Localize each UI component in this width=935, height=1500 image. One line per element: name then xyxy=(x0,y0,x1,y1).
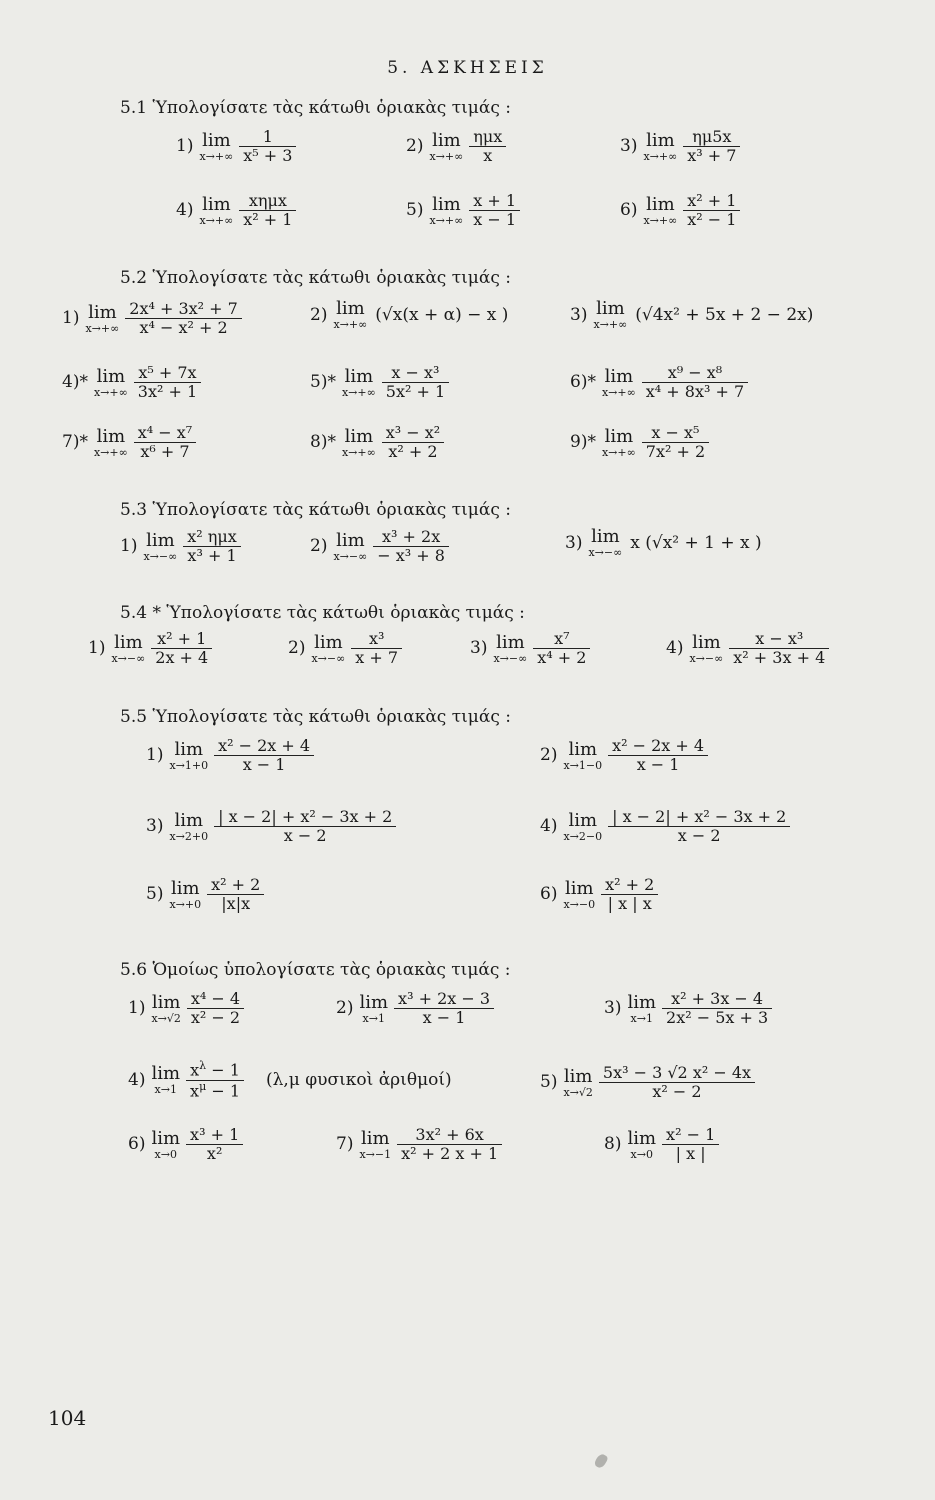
fraction-denominator: x³ + 1 xyxy=(187,546,237,566)
limit-expression: (√x(x + α) − x ) xyxy=(375,305,509,326)
limit-subscript: x→+∞ xyxy=(601,445,636,459)
limit-subscript: x→+∞ xyxy=(199,213,234,227)
limit-operator xyxy=(627,1127,657,1161)
fraction-numerator: $x^\lambda - 1$ xyxy=(186,1060,244,1081)
limit-word: lim xyxy=(114,631,143,653)
fraction xyxy=(397,1126,502,1164)
exercise-item xyxy=(540,737,708,775)
fraction xyxy=(683,192,740,230)
limit-subscript: x→1 xyxy=(630,1011,653,1025)
fraction-numerator: x³ + 1 xyxy=(186,1126,243,1145)
limit-word: lim xyxy=(96,425,126,447)
limit-operator xyxy=(143,529,178,563)
limit-word: lim xyxy=(336,298,365,319)
exercise-item xyxy=(310,528,449,566)
fraction-numerator: x⁷ xyxy=(533,630,590,649)
limit-operator xyxy=(151,1127,181,1161)
limit-operator xyxy=(93,365,128,399)
exercise-item xyxy=(88,630,212,668)
exercise-item xyxy=(146,876,264,914)
exercise-item xyxy=(540,876,658,914)
fraction-denominator: x⁴ + 2 xyxy=(537,648,587,668)
fraction-denominator: 3x² + 1 xyxy=(137,382,198,402)
limit-operator xyxy=(169,738,209,772)
limit-word: lim xyxy=(314,631,343,653)
limit-operator xyxy=(493,631,528,665)
exercise-number: 6)* xyxy=(570,372,596,393)
fraction xyxy=(662,1126,719,1164)
limit-subscript: x→2−0 xyxy=(563,829,603,843)
limit-word: lim xyxy=(151,991,181,1013)
fraction xyxy=(134,364,201,402)
fraction xyxy=(183,528,241,566)
limit-subscript: x→+∞ xyxy=(601,385,636,399)
exercise-item xyxy=(176,192,296,230)
limit-word: lim xyxy=(563,1065,593,1087)
exercise-number: 3) xyxy=(565,532,583,553)
fraction-numerator: x⁵ + 7x xyxy=(134,364,201,383)
fraction-denominator: x − 1 xyxy=(636,755,680,775)
exercise-item xyxy=(176,128,296,166)
fraction xyxy=(134,424,196,462)
fraction xyxy=(207,876,264,914)
exercise-item xyxy=(570,364,748,402)
exercise-number: 3) xyxy=(620,136,638,157)
limit-subscript: x→+∞ xyxy=(429,149,464,163)
fraction xyxy=(382,364,449,402)
fraction xyxy=(394,990,494,1028)
limit-subscript: x→+∞ xyxy=(333,317,368,331)
limit-operator xyxy=(341,365,376,399)
exercise-item xyxy=(666,630,829,668)
limit-word: lim xyxy=(174,738,204,760)
fraction-denominator: 2x² − 5x + 3 xyxy=(666,1008,769,1028)
limit-word: lim xyxy=(568,809,598,831)
limit-subscript: x→−∞ xyxy=(333,549,368,563)
limit-word: lim xyxy=(88,301,117,323)
limit-operator xyxy=(563,877,596,911)
exercise-number: 1) xyxy=(88,638,106,659)
exercise-item xyxy=(604,1126,719,1164)
exercise-number: 1) xyxy=(120,536,138,557)
fraction xyxy=(351,630,402,668)
fraction-numerator: x² ημx xyxy=(183,528,241,547)
exercise-number: 3) xyxy=(146,816,164,837)
fraction xyxy=(214,737,314,775)
exercise-item xyxy=(310,300,508,330)
limit-subscript: x→+0 xyxy=(169,897,202,911)
limit-subscript: x→−∞ xyxy=(493,651,528,665)
exercise-item xyxy=(540,1064,755,1102)
fraction-denominator: x xyxy=(483,146,493,166)
exercise-item xyxy=(128,1060,452,1100)
limit-subscript: x→−∞ xyxy=(311,651,346,665)
exercise-number: 3) xyxy=(604,998,622,1019)
limit-subscript: x→−∞ xyxy=(143,549,178,563)
fraction-numerator: x³ xyxy=(351,630,402,649)
fraction-denominator: | x | x xyxy=(607,894,652,914)
exercise-number: 4)* xyxy=(62,372,88,393)
exercise-number: 2) xyxy=(336,998,354,1019)
fraction-denominator: 2x + 4 xyxy=(155,648,209,668)
limit-operator xyxy=(593,300,627,330)
fraction xyxy=(608,737,708,775)
exercise-item xyxy=(620,192,740,230)
limit-operator xyxy=(169,877,202,911)
limit-operator xyxy=(311,631,346,665)
fraction-numerator: x² + 3x − 4 xyxy=(662,990,772,1009)
fraction-denominator: x − 1 xyxy=(242,755,286,775)
fraction xyxy=(125,300,242,338)
limit-operator xyxy=(563,738,603,772)
limit-subscript: x→+∞ xyxy=(341,385,376,399)
fraction-numerator: x³ − x² xyxy=(382,424,444,443)
exercise-number: 4) xyxy=(128,1069,146,1090)
fraction-numerator: | x − 2| + x² − 3x + 2 xyxy=(214,808,396,827)
limit-operator xyxy=(199,193,234,227)
exercise-number: 5) xyxy=(540,1072,558,1093)
fraction xyxy=(469,128,506,166)
limit-word: lim xyxy=(564,877,594,899)
exercise-number: 5) xyxy=(406,200,424,221)
fraction-numerator: ημx xyxy=(469,128,506,147)
section-heading: 5.4 * Ὑπολογίσατε τὰς κάτωθι ὁριακὰς τιμάς : xyxy=(120,603,525,623)
fraction-numerator: x² + 1 xyxy=(683,192,740,211)
exercise-item xyxy=(62,424,196,462)
fraction-numerator: x² − 1 xyxy=(662,1126,719,1145)
fraction xyxy=(683,128,740,166)
fraction-numerator: 5x³ − 3 √2 x² − 4x xyxy=(599,1064,755,1083)
fraction-denominator: x⁵ + 3 xyxy=(243,146,293,166)
limit-operator xyxy=(333,300,367,330)
limit-operator xyxy=(151,1065,180,1095)
exercise-item xyxy=(540,808,790,846)
fraction-numerator: xημx xyxy=(239,192,296,211)
limit-word: lim xyxy=(432,193,461,215)
limit-subscript: x→+∞ xyxy=(85,321,120,335)
fraction xyxy=(187,990,244,1028)
limit-subscript: x→−1 xyxy=(359,1147,392,1161)
fraction-denominator: x − 2 xyxy=(677,826,721,846)
exercise-number: 1) xyxy=(146,745,164,766)
limit-word: lim xyxy=(170,877,200,899)
fraction-numerator: x − x³ xyxy=(382,364,449,383)
exercise-item xyxy=(336,990,494,1028)
exercise-number: 8) xyxy=(604,1134,622,1155)
exercise-item xyxy=(406,128,506,166)
fraction-denominator: x² + 2 xyxy=(388,442,438,462)
limit-word: lim xyxy=(596,298,625,319)
limit-word: lim xyxy=(692,631,721,653)
fraction-numerator: 3x² + 6x xyxy=(397,1126,502,1145)
limit-word: lim xyxy=(96,365,126,387)
limit-operator xyxy=(627,991,657,1025)
limit-subscript: x→+∞ xyxy=(429,213,464,227)
limit-word: lim xyxy=(151,1063,181,1084)
exercise-item xyxy=(288,630,402,668)
limit-word: lim xyxy=(336,529,365,551)
fraction-denominator: x − 1 xyxy=(473,210,517,230)
fraction-denominator: x² − 2 xyxy=(652,1082,702,1102)
limit-operator xyxy=(93,425,128,459)
fraction xyxy=(608,808,790,846)
exercise-number: 7)* xyxy=(62,432,88,453)
limit-operator xyxy=(359,1127,392,1161)
exercise-number: 4) xyxy=(176,200,194,221)
limit-operator xyxy=(169,809,209,843)
exercise-item xyxy=(406,192,520,230)
section-heading: 5.3 Ὑπολογίσατε τὰς κάτωθι ὁριακὰς τιμάς : xyxy=(120,500,511,520)
limit-operator xyxy=(429,193,464,227)
fraction-numerator: x − x⁵ xyxy=(642,424,709,443)
limit-subscript: x→+∞ xyxy=(93,385,128,399)
limit-word: lim xyxy=(151,1127,181,1149)
fraction-numerator: | x − 2| + x² − 3x + 2 xyxy=(608,808,790,827)
exercise-item xyxy=(565,528,762,558)
exercise-number: 6) xyxy=(128,1134,146,1155)
section-heading: 5.5 Ὑπολογίσατε τὰς κάτωθι ὁριακὰς τιμάς : xyxy=(120,707,511,727)
exercise-number: 2) xyxy=(406,136,424,157)
limit-operator xyxy=(563,1065,593,1099)
fraction xyxy=(662,990,772,1028)
fraction xyxy=(601,876,658,914)
limit-operator xyxy=(643,193,678,227)
limit-subscript: x→+∞ xyxy=(593,317,628,331)
limit-operator xyxy=(588,528,622,558)
exercise-item xyxy=(62,364,201,402)
fraction-numerator: x³ + 2x xyxy=(373,528,449,547)
fraction-numerator: x² + 2 xyxy=(207,876,264,895)
exercise-number: 3) xyxy=(570,304,588,325)
fraction xyxy=(186,1060,244,1100)
exercise-item xyxy=(128,990,244,1028)
limit-word: lim xyxy=(604,365,634,387)
limit-subscript: x→+∞ xyxy=(93,445,128,459)
exercise-item xyxy=(146,737,314,775)
fraction-denominator: x² − 2 xyxy=(190,1008,241,1028)
exercise-item xyxy=(470,630,590,668)
fraction-numerator: 1 xyxy=(239,128,296,147)
fraction-denominator: x² + 3x + 4 xyxy=(733,648,826,668)
fraction-numerator: ημ5x xyxy=(683,128,740,147)
fraction xyxy=(151,630,212,668)
limit-subscript: x→−∞ xyxy=(111,651,146,665)
fraction-numerator: x³ + 2x − 3 xyxy=(394,990,494,1009)
fraction-numerator: x − x³ xyxy=(729,630,829,649)
exercise-number: 6) xyxy=(620,200,638,221)
fraction xyxy=(382,424,444,462)
fraction-numerator: x⁴ − x⁷ xyxy=(134,424,196,443)
limit-operator xyxy=(563,809,603,843)
fraction-denominator: x − 2 xyxy=(283,826,327,846)
exercise-number: 4) xyxy=(666,638,684,659)
limit-operator xyxy=(333,529,368,563)
fraction-denominator: x² xyxy=(206,1144,223,1164)
limit-operator xyxy=(601,425,636,459)
limit-word: lim xyxy=(360,1127,390,1149)
fraction-numerator: x² − 2x + 4 xyxy=(214,737,314,756)
fraction xyxy=(239,192,296,230)
limit-subscript: x→2+0 xyxy=(169,829,209,843)
limit-word: lim xyxy=(174,809,204,831)
limit-operator xyxy=(429,129,464,163)
limit-operator xyxy=(341,425,376,459)
fraction xyxy=(642,424,709,462)
limit-subscript: x→√2 xyxy=(151,1011,181,1025)
exercise-number: 7) xyxy=(336,1134,354,1155)
limit-word: lim xyxy=(568,738,598,760)
fraction-denominator: $x^\mu - 1$ xyxy=(190,1079,240,1101)
limit-word: lim xyxy=(627,1127,657,1149)
exercise-item xyxy=(620,128,740,166)
limit-word: lim xyxy=(604,425,634,447)
limit-operator xyxy=(199,129,234,163)
limit-word: lim xyxy=(202,193,231,215)
limit-word: lim xyxy=(496,631,525,653)
section-heading: 5.2 Ὑπολογίσατε τὰς κάτωθι ὁριακὰς τιμάς : xyxy=(120,268,511,288)
exercise-number: 3) xyxy=(470,638,488,659)
exercise-number: 8)* xyxy=(310,432,336,453)
limit-word: lim xyxy=(359,991,389,1013)
section-heading: 5.6 Ὁμοίως ὑπολογίσατε τὰς ὁριακὰς τιμάς : xyxy=(120,960,511,980)
limit-subscript: x→1−0 xyxy=(563,758,603,772)
exercise-number: 1) xyxy=(62,308,80,329)
exercise-number: 2) xyxy=(310,304,328,325)
limit-word: lim xyxy=(146,529,175,551)
fraction-denominator: | x | xyxy=(675,1144,706,1164)
exercise-number: 5) xyxy=(146,884,164,905)
limit-subscript: x→0 xyxy=(630,1147,653,1161)
limit-operator xyxy=(151,991,181,1025)
limit-subscript: x→+∞ xyxy=(643,213,678,227)
fraction xyxy=(469,192,520,230)
limit-word: lim xyxy=(202,129,231,151)
fraction xyxy=(186,1126,243,1164)
exercise-item xyxy=(146,808,396,846)
exercise-item xyxy=(310,364,449,402)
fraction-numerator: x⁹ − x⁸ xyxy=(642,364,748,383)
limit-word: lim xyxy=(627,991,657,1013)
limit-operator xyxy=(643,129,678,163)
fraction-denominator: x⁴ − x² + 2 xyxy=(139,318,228,338)
limit-subscript: x→−∞ xyxy=(689,651,724,665)
fraction-denominator: 7x² + 2 xyxy=(645,442,706,462)
exercise-item xyxy=(570,300,813,330)
limit-subscript: x→+∞ xyxy=(341,445,376,459)
fraction-denominator: x⁴ + 8x³ + 7 xyxy=(645,382,745,402)
fraction xyxy=(533,630,590,668)
fraction-denominator: |x|x xyxy=(221,894,251,914)
fraction-numerator: x² + 2 xyxy=(601,876,658,895)
limit-subscript: x→−∞ xyxy=(588,545,623,559)
exercise-item xyxy=(570,424,709,462)
limit-subscript: x→+∞ xyxy=(199,149,234,163)
fraction-denominator: x² + 2 x + 1 xyxy=(401,1144,499,1164)
fraction-denominator: 5x² + 1 xyxy=(385,382,446,402)
limit-subscript: x→+∞ xyxy=(643,149,678,163)
limit-word: lim xyxy=(646,129,675,151)
limit-word: lim xyxy=(591,526,620,547)
fraction-denominator: x² + 1 xyxy=(243,210,293,230)
fraction-numerator: x + 1 xyxy=(469,192,520,211)
fraction xyxy=(729,630,829,668)
limit-operator xyxy=(689,631,724,665)
page-title: 5. ΑΣΚΗΣΕΙΣ xyxy=(387,58,548,78)
limit-subscript: x→0 xyxy=(154,1147,177,1161)
fraction-denominator: x + 7 xyxy=(355,648,399,668)
fraction-numerator: x² + 1 xyxy=(151,630,212,649)
exercise-item xyxy=(128,1126,243,1164)
limit-expression: x (√x² + 1 + x ) xyxy=(630,533,762,554)
page-number: 104 xyxy=(48,1406,87,1430)
ink-smudge xyxy=(593,1452,609,1469)
exercise-number: 2) xyxy=(540,745,558,766)
exercise-item xyxy=(120,528,241,566)
exercise-item xyxy=(62,300,242,338)
fraction xyxy=(214,808,396,846)
fraction-numerator: x⁴ − 4 xyxy=(187,990,244,1009)
exercise-number: 2) xyxy=(288,638,306,659)
exercise-item xyxy=(310,424,444,462)
limit-operator xyxy=(111,631,146,665)
fraction-denominator: x² − 1 xyxy=(687,210,737,230)
fraction xyxy=(599,1064,755,1102)
exercise-note: (λ,μ φυσικοὶ ἀριθμοί) xyxy=(266,1070,452,1091)
fraction-denominator: x − 1 xyxy=(422,1008,466,1028)
fraction-denominator: x³ + 7 xyxy=(687,146,737,166)
limit-operator xyxy=(85,301,120,335)
limit-subscript: x→−0 xyxy=(563,897,596,911)
exercise-number: 5)* xyxy=(310,372,336,393)
limit-operator xyxy=(601,365,636,399)
fraction xyxy=(642,364,748,402)
section-heading: 5.1 Ὑπολογίσατε τὰς κάτωθι ὁριακὰς τιμάς : xyxy=(120,98,511,118)
limit-subscript: x→√2 xyxy=(563,1085,593,1099)
exercise-number: 1) xyxy=(176,136,194,157)
exercise-number: 4) xyxy=(540,816,558,837)
fraction xyxy=(373,528,449,566)
fraction-denominator: − x³ + 8 xyxy=(377,546,445,566)
limit-word: lim xyxy=(344,365,374,387)
fraction xyxy=(239,128,296,166)
limit-subscript: x→1+0 xyxy=(169,758,209,772)
exercise-item xyxy=(604,990,772,1028)
exercise-item xyxy=(336,1126,502,1164)
limit-word: lim xyxy=(646,193,675,215)
exercise-number: 6) xyxy=(540,884,558,905)
fraction-numerator: x² − 2x + 4 xyxy=(608,737,708,756)
limit-word: lim xyxy=(344,425,374,447)
exercise-number: 9)* xyxy=(570,432,596,453)
limit-subscript: x→1 xyxy=(154,1082,177,1096)
limit-subscript: x→1 xyxy=(362,1011,385,1025)
fraction-numerator: 2x⁴ + 3x² + 7 xyxy=(125,300,242,319)
limit-word: lim xyxy=(432,129,461,151)
limit-operator xyxy=(359,991,389,1025)
fraction-denominator: x⁶ + 7 xyxy=(140,442,190,462)
limit-expression: (√4x² + 5x + 2 − 2x) xyxy=(635,305,814,326)
exercise-number: 1) xyxy=(128,998,146,1019)
exercise-number: 2) xyxy=(310,536,328,557)
